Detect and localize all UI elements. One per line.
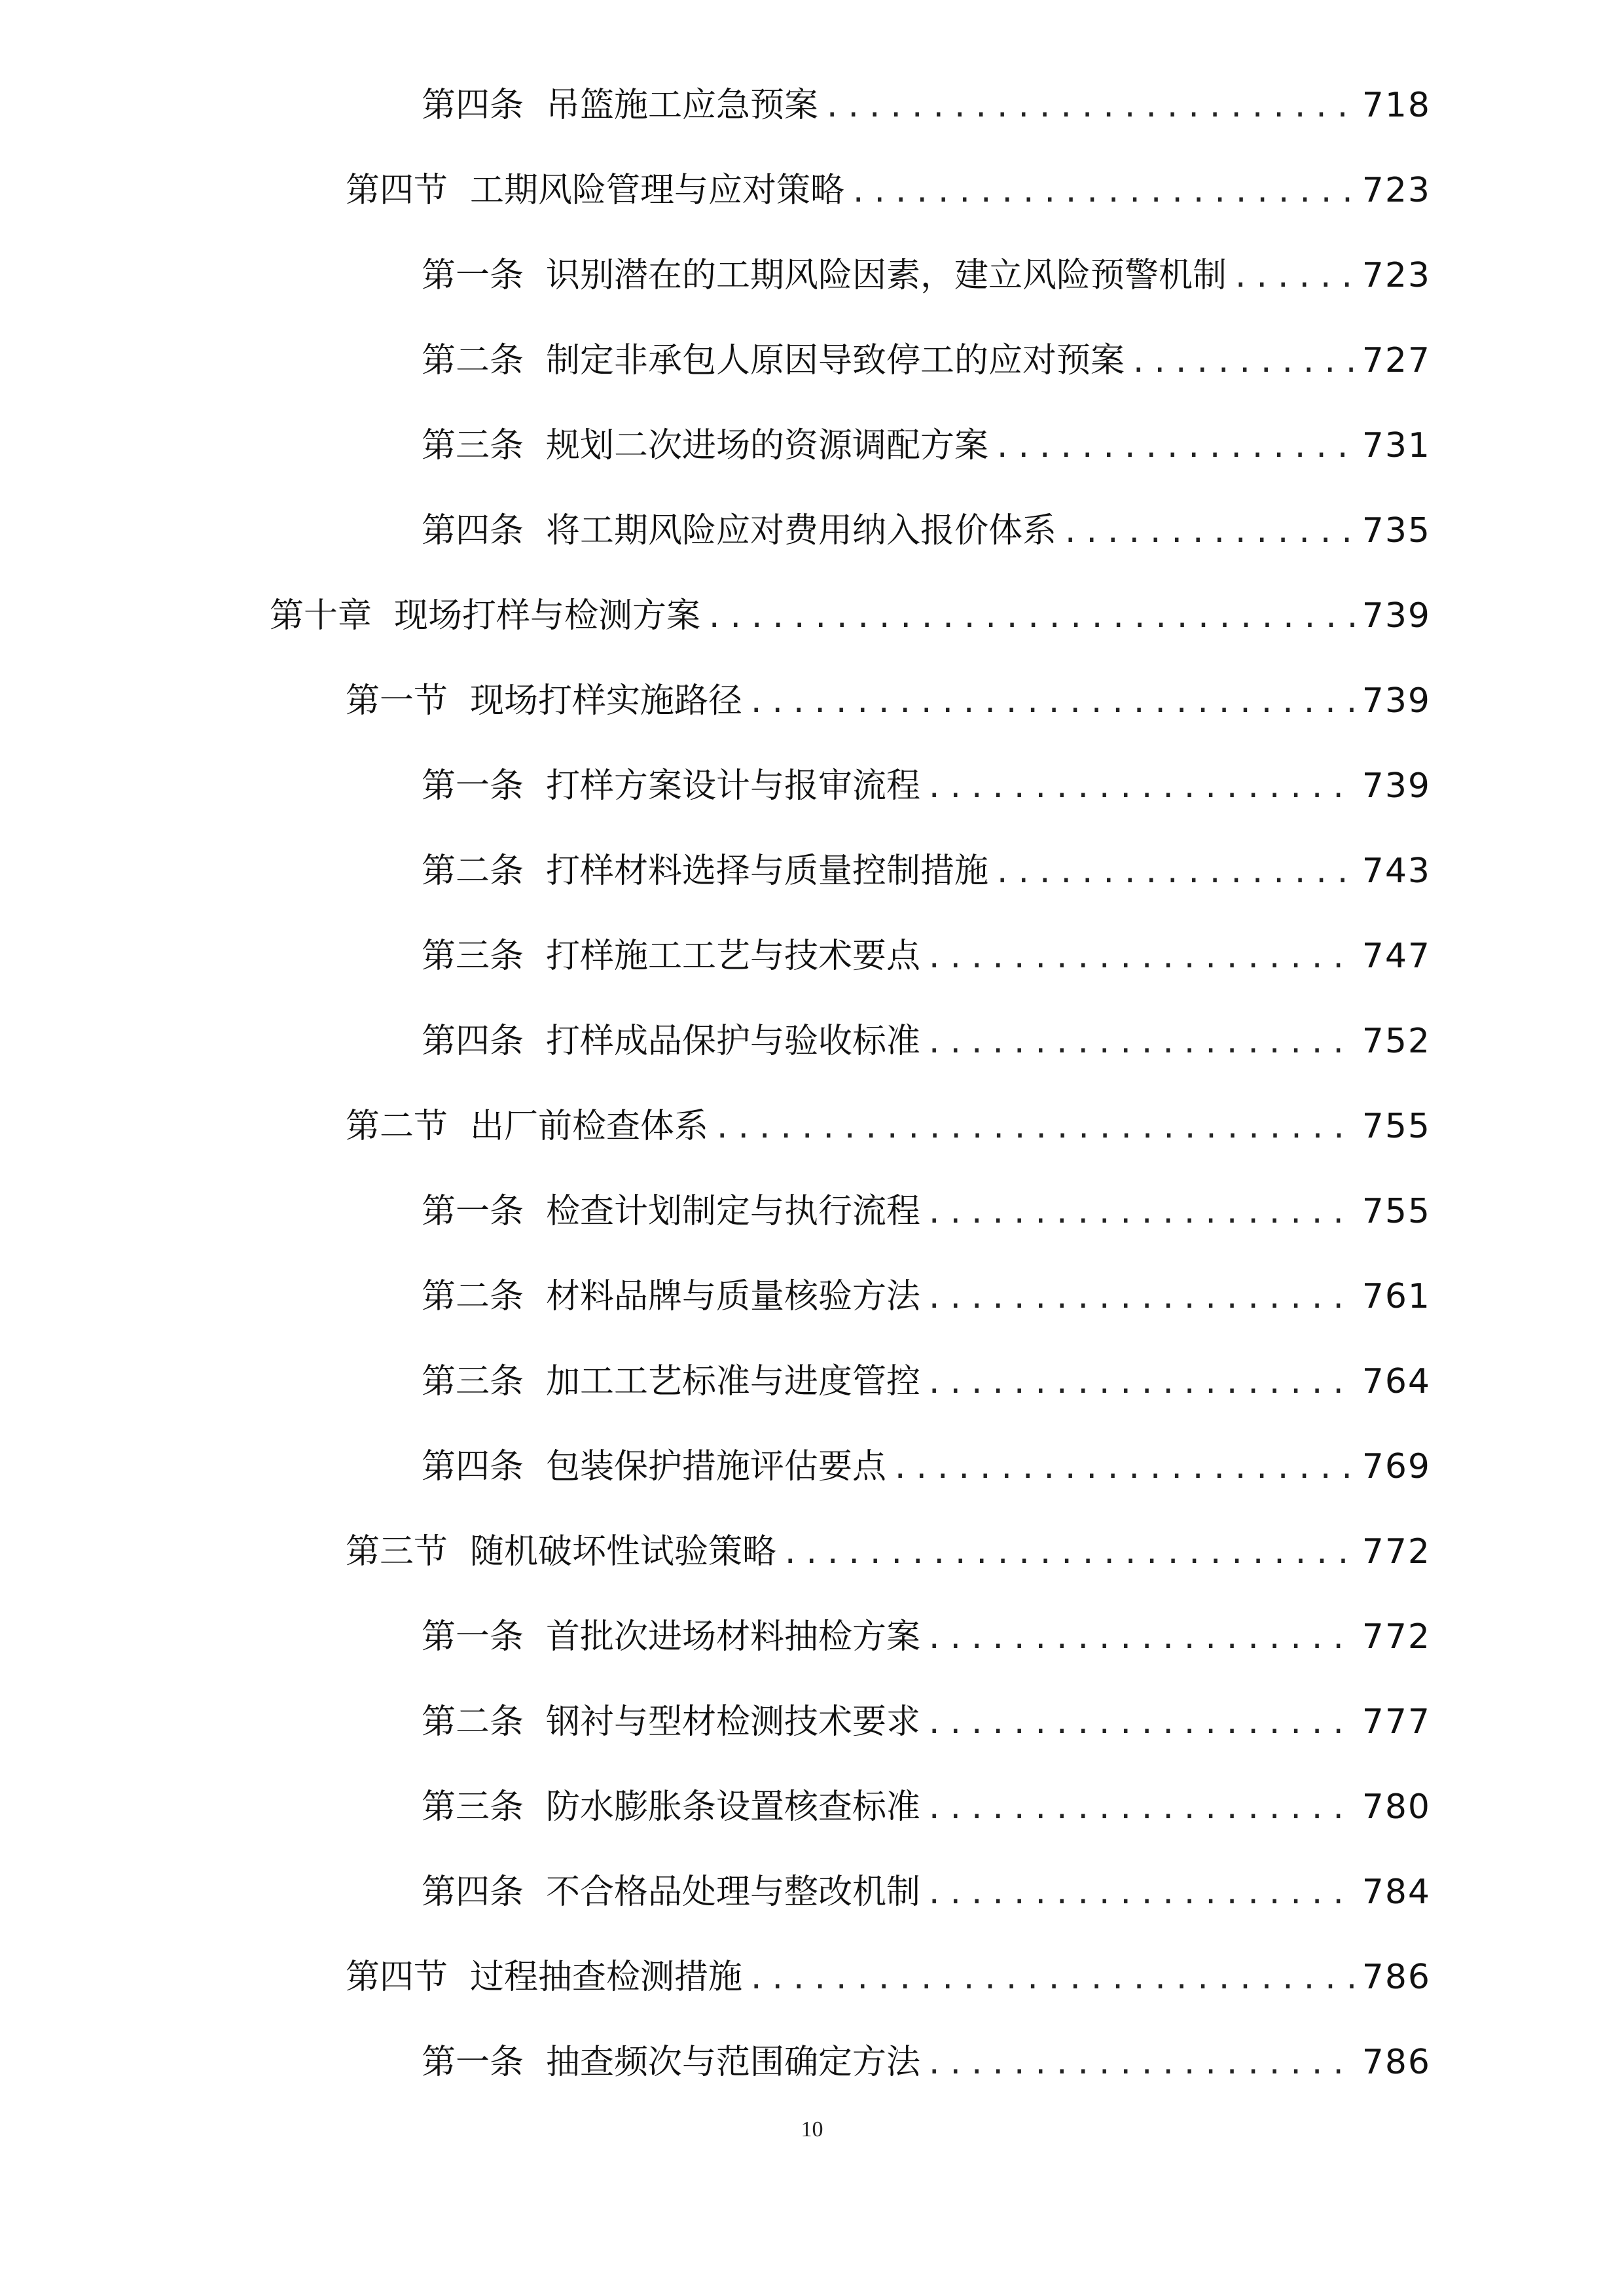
toc-entry[interactable] [0, 148, 1624, 233]
toc-entry[interactable] [0, 1169, 1624, 1254]
toc-entry-number: 第二条 [422, 341, 524, 380]
toc-dot-leader [926, 1681, 1357, 1767]
toc-entry-number: 第三条 [422, 937, 524, 976]
toc-entry-number: 第一条 [422, 1192, 524, 1231]
toc-entry-page: 739 [1362, 596, 1431, 636]
toc-entry-number: 第二条 [422, 1702, 524, 1742]
toc-entry-number: 第三条 [422, 1787, 524, 1827]
toc-dot-leader [892, 1426, 1357, 1511]
toc-entry-title: 打样方案设计与报审流程 [546, 766, 921, 806]
toc-entry-page: 784 [1362, 1873, 1431, 1912]
toc-entry-page: 772 [1362, 1617, 1431, 1657]
toc-entry[interactable] [0, 1509, 1624, 1594]
toc-entry-number: 第三条 [422, 426, 524, 465]
toc-entry-page: 727 [1362, 341, 1431, 380]
toc-entry-title: 打样施工工艺与技术要点 [546, 937, 921, 976]
toc-dot-leader [926, 2022, 1357, 2107]
toc-entry-number: 第三条 [422, 1362, 524, 1401]
toc-dot-leader [926, 1852, 1357, 1937]
toc-entry[interactable] [0, 2020, 1624, 2105]
toc-entry-page: 755 [1362, 1192, 1431, 1231]
toc-dot-leader [926, 1767, 1357, 1852]
toc-dot-leader [994, 831, 1357, 916]
toc-dot-leader [926, 916, 1357, 1001]
toc-entry-page: 786 [1362, 2043, 1431, 2082]
toc-entry-title: 防水膨胀条设置核查标准 [546, 1787, 921, 1827]
toc-entry-number: 第一条 [422, 1617, 524, 1657]
toc-dot-leader [748, 660, 1357, 745]
toc-entry-title: 制定非承包人原因导致停工的应对预案 [546, 341, 1125, 380]
toc-entry-number: 第一条 [422, 2043, 524, 2082]
toc-entry-title: 识别潜在的工期风险因素，建立风险预警机制 [546, 256, 1227, 295]
toc-entry-title: 随机破坏性试验策略 [470, 1532, 777, 1571]
toc-entry[interactable] [0, 63, 1624, 148]
toc-entry[interactable] [0, 1679, 1624, 1765]
toc-entry[interactable] [0, 1254, 1624, 1339]
toc-entry[interactable] [0, 403, 1624, 488]
toc-dot-leader [823, 65, 1357, 150]
toc-entry-page: 723 [1362, 171, 1431, 210]
toc-entry[interactable] [0, 829, 1624, 914]
toc-dot-leader [994, 405, 1357, 490]
toc-entry-title: 工期风险管理与应对策略 [470, 171, 845, 210]
toc-entry[interactable] [0, 573, 1624, 658]
toc-entry-number: 第十章 [270, 596, 372, 636]
toc-entry-page: 769 [1362, 1447, 1431, 1486]
toc-entry-title: 将工期风险应对费用纳入报价体系 [546, 511, 1057, 550]
toc-dot-leader [1062, 490, 1357, 575]
toc-entry[interactable] [0, 914, 1624, 999]
toc-entry[interactable] [0, 1765, 1624, 1850]
toc-entry[interactable] [0, 488, 1624, 573]
page-number: 10 [801, 2117, 823, 2142]
toc-entry[interactable] [0, 233, 1624, 318]
toc-entry-number: 第四节 [346, 1958, 448, 1997]
toc-dot-leader [1130, 320, 1357, 405]
toc-entry-title: 钢衬与型材检测技术要求 [546, 1702, 921, 1742]
toc-dot-leader [713, 1086, 1357, 1171]
toc-entry-number: 第四条 [422, 511, 524, 550]
toc-entry[interactable] [0, 1084, 1624, 1169]
toc-entry-title: 过程抽查检测措施 [470, 1958, 743, 1997]
toc-entry-page: 735 [1362, 511, 1431, 550]
toc-entry-title: 不合格品处理与整改机制 [546, 1873, 921, 1912]
toc-dot-leader [926, 1341, 1357, 1426]
toc-entry-title: 现场打样实施路径 [470, 681, 743, 721]
toc-entry-number: 第二条 [422, 852, 524, 891]
toc-entry[interactable] [0, 1339, 1624, 1424]
toc-entry-title: 抽查频次与范围确定方法 [546, 2043, 921, 2082]
toc-entry-number: 第一条 [422, 766, 524, 806]
toc-entry-page: 739 [1362, 681, 1431, 721]
toc-entry-number: 第四条 [422, 86, 524, 125]
toc-entry[interactable] [0, 1935, 1624, 2020]
toc-entry-title: 打样成品保护与验收标准 [546, 1022, 921, 1061]
toc-dot-leader [926, 1171, 1357, 1256]
toc-dot-leader [926, 1256, 1357, 1341]
toc-entry-page: 772 [1362, 1532, 1431, 1571]
toc-entry[interactable] [0, 1424, 1624, 1509]
toc-dot-leader [926, 745, 1357, 831]
toc-dot-leader [926, 1001, 1357, 1086]
toc-entry-page: 786 [1362, 1958, 1431, 1997]
toc-entry-number: 第四条 [422, 1022, 524, 1061]
toc-dot-leader [706, 575, 1357, 660]
toc-entry-title: 材料品牌与质量核验方法 [546, 1277, 921, 1316]
toc-entry[interactable] [0, 318, 1624, 403]
toc-entry-number: 第一条 [422, 256, 524, 295]
toc-dot-leader [926, 1596, 1357, 1681]
toc-entry-page: 747 [1362, 937, 1431, 976]
table-of-contents [0, 63, 1624, 2105]
toc-entry-title: 规划二次进场的资源调配方案 [546, 426, 989, 465]
toc-dot-leader [782, 1511, 1357, 1596]
toc-entry[interactable] [0, 658, 1624, 744]
toc-entry-number: 第四条 [422, 1447, 524, 1486]
toc-entry-page: 761 [1362, 1277, 1431, 1316]
toc-entry[interactable] [0, 999, 1624, 1084]
toc-entry-page: 764 [1362, 1362, 1431, 1401]
toc-entry-page: 739 [1362, 766, 1431, 806]
toc-entry[interactable] [0, 1594, 1624, 1679]
toc-entry-title: 首批次进场材料抽检方案 [546, 1617, 921, 1657]
toc-entry-number: 第四节 [346, 171, 448, 210]
toc-entry-title: 出厂前检查体系 [470, 1107, 709, 1146]
toc-dot-leader [850, 150, 1357, 235]
toc-entry-page: 755 [1362, 1107, 1431, 1146]
toc-entry-page: 723 [1362, 256, 1431, 295]
toc-dot-leader [1232, 235, 1357, 320]
toc-entry-page: 777 [1362, 1702, 1431, 1742]
toc-entry-title: 加工工艺标准与进度管控 [546, 1362, 921, 1401]
toc-entry-page: 780 [1362, 1787, 1431, 1827]
toc-entry-number: 第二节 [346, 1107, 448, 1146]
toc-entry-page: 752 [1362, 1022, 1431, 1061]
toc-entry[interactable] [0, 744, 1624, 829]
toc-entry-number: 第四条 [422, 1873, 524, 1912]
toc-entry-page: 731 [1362, 426, 1431, 465]
toc-entry-title: 打样材料选择与质量控制措施 [546, 852, 989, 891]
toc-entry-title: 包装保护措施评估要点 [546, 1447, 887, 1486]
toc-entry-title: 检查计划制定与执行流程 [546, 1192, 921, 1231]
toc-dot-leader [748, 1937, 1357, 2022]
toc-entry[interactable] [0, 1850, 1624, 1935]
toc-entry-number: 第三节 [346, 1532, 448, 1571]
toc-entry-title: 吊篮施工应急预案 [546, 86, 819, 125]
toc-entry-number: 第一节 [346, 681, 448, 721]
toc-entry-page: 743 [1362, 852, 1431, 891]
toc-entry-page: 718 [1362, 86, 1431, 125]
toc-entry-number: 第二条 [422, 1277, 524, 1316]
toc-entry-title: 现场打样与检测方案 [394, 596, 701, 636]
